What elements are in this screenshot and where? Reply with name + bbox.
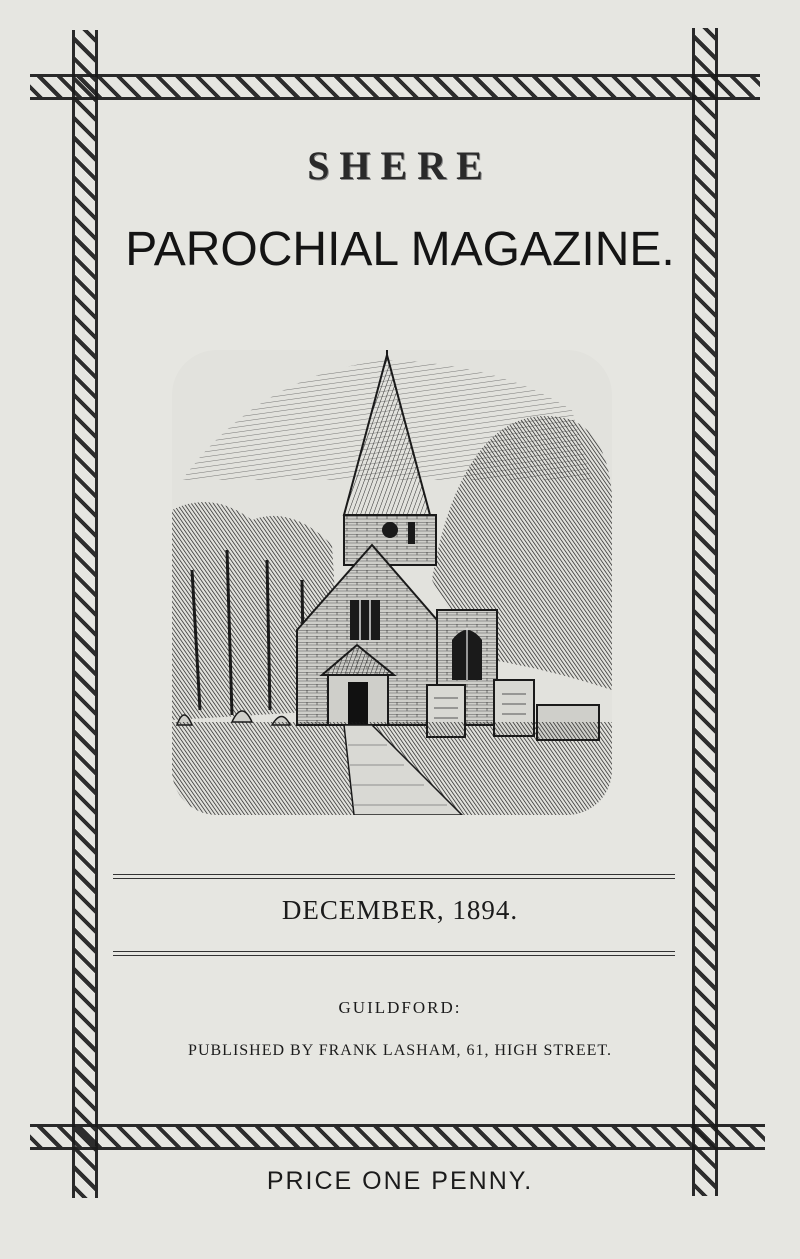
publisher-line: PUBLISHED BY FRANK LASHAM, 61, HIGH STREET. bbox=[188, 1042, 612, 1059]
parish-name: SHERE bbox=[307, 143, 493, 188]
date-rule-top-secondary bbox=[113, 878, 675, 879]
bottom-ornamental-band bbox=[30, 1124, 765, 1150]
top-ornamental-band bbox=[30, 74, 760, 100]
price-line: PRICE ONE PENNY. bbox=[266, 1167, 534, 1195]
issue-date: DECEMBER, 1894. bbox=[281, 895, 519, 925]
publication-city: GUILDFORD: bbox=[338, 998, 462, 1017]
date-rule-top bbox=[113, 874, 675, 875]
church-engraving bbox=[172, 330, 612, 815]
date-rule-bottom-secondary bbox=[113, 955, 675, 956]
magazine-title: PAROCHIAL MAGAZINE. bbox=[125, 223, 675, 276]
right-ornamental-band bbox=[692, 28, 718, 1196]
left-ornamental-band bbox=[72, 30, 98, 1198]
date-rule-bottom bbox=[113, 951, 675, 952]
